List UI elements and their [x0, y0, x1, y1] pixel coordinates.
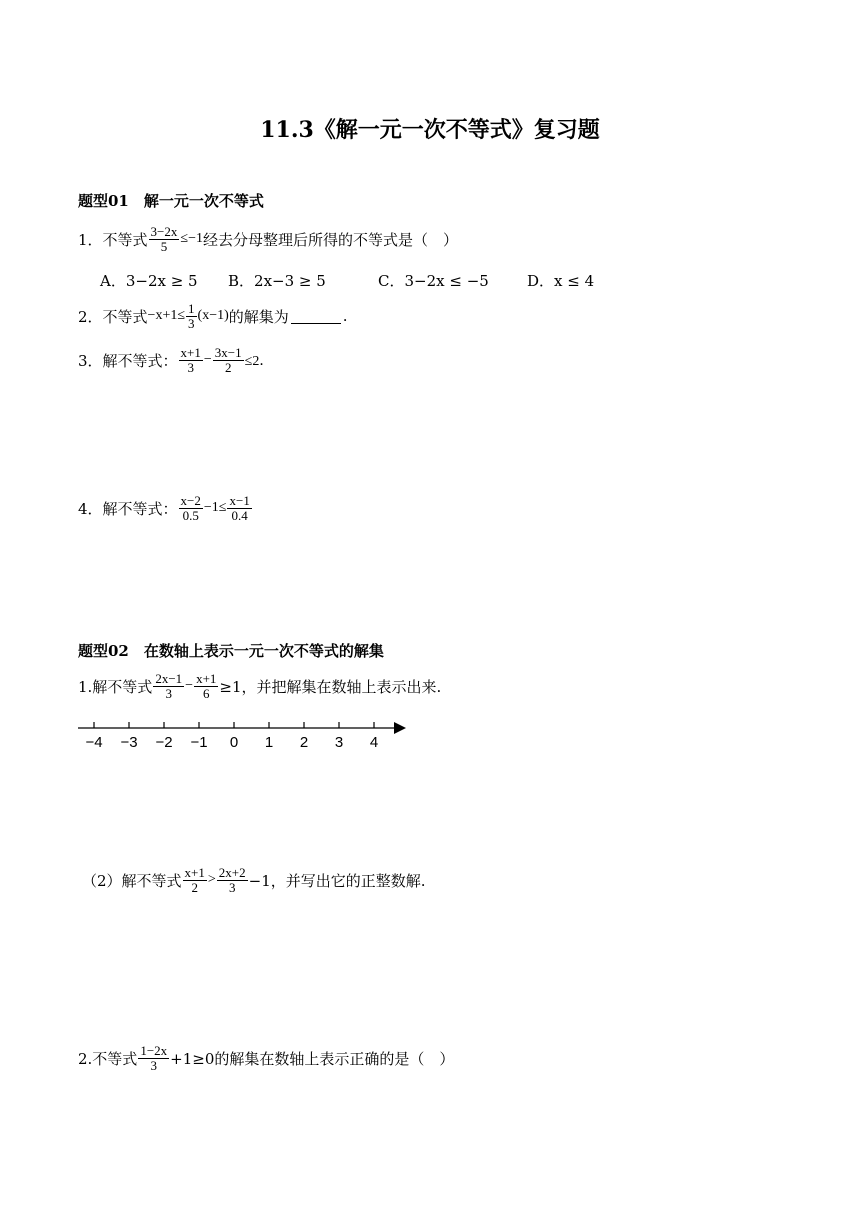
- s2q1-tail: ≥1，并把解集在数轴上表示出来.: [219, 677, 442, 696]
- q2-left: −x+1≤: [147, 308, 186, 324]
- section-heading-2: 题型02 在数轴上表示一元一次不等式的解集: [78, 642, 384, 660]
- q4-f1-denominator: 0.5: [182, 507, 199, 523]
- number-line-tick-label: −3: [120, 734, 138, 751]
- q1-suffix: 经去分母整理后所得的不等式是（ ）: [202, 230, 458, 249]
- s2q12-fraction-2: [217, 866, 248, 894]
- s2q12-tail: −1，并写出它的正整数解.: [248, 871, 426, 890]
- s2q2-tail: +1≥0的解集在数轴上表示正确的是（ ）: [170, 1049, 455, 1068]
- s2q2-numerator: 1−2x: [140, 1043, 168, 1058]
- number-line-arrow-icon: [394, 722, 406, 734]
- s2q1-fraction-1: [153, 672, 184, 700]
- q3-fraction-2: [213, 346, 244, 374]
- q3-tail: ≤2．: [244, 354, 274, 370]
- s2q1-operator: −: [185, 678, 194, 694]
- s2q2-prefix: 2.不等式: [78, 1049, 138, 1068]
- s2q12-operator: >: [207, 872, 216, 888]
- q3-fraction-1: [179, 346, 203, 374]
- q4-middle: −1≤: [203, 500, 227, 516]
- number-line: [76, 716, 412, 756]
- section2-question-2: [78, 1044, 454, 1072]
- q4-fraction-1: [179, 494, 203, 522]
- q1-denominator: 5: [160, 238, 168, 254]
- q3-f1-denominator: 3: [187, 359, 194, 375]
- question-3: [78, 346, 273, 374]
- s2q1-f2-denominator: 6: [202, 685, 210, 701]
- number-line-tick-label: 4: [369, 734, 379, 751]
- page-title: 11.3《解一元一次不等式》复习题: [260, 117, 600, 143]
- number-line-tick-label: −1: [190, 734, 208, 751]
- number-line-tick-label: 2: [299, 734, 309, 751]
- s2q1-f1-denominator: 3: [165, 685, 172, 701]
- question-1: [78, 225, 458, 253]
- s2q1-prefix: 1.解不等式: [78, 677, 153, 696]
- q2-fraction: [186, 302, 197, 330]
- s2q1-f1-numerator: 2x−1: [155, 671, 183, 686]
- s2q12-f2-numerator: 2x+2: [218, 865, 246, 880]
- section2-question-1: [78, 672, 441, 700]
- q2-suffix: 的解集为: [228, 307, 289, 326]
- q2-numerator: 1: [188, 301, 195, 316]
- q4-f1-numerator: x−2: [180, 493, 201, 508]
- q2-prefix: 2．不等式: [78, 307, 148, 326]
- s2q2-denominator: 3: [150, 1057, 157, 1073]
- s2q12-prefix: （2）解不等式: [82, 871, 182, 890]
- q4-f2-denominator: 0.4: [231, 507, 248, 523]
- s2q12-f1-numerator: x+1: [184, 865, 205, 880]
- q3-operator: −: [203, 352, 212, 368]
- q1-relation: ≤−1: [180, 231, 203, 247]
- section2-question-1-part-2: [82, 866, 426, 894]
- q2-right: (x−1): [197, 308, 229, 324]
- number-line-tick-label: −2: [155, 734, 173, 751]
- q3-f1-numerator: x+1: [180, 345, 201, 360]
- q4-prefix: 4．解不等式：: [78, 499, 178, 518]
- q3-f2-denominator: 2: [224, 359, 232, 375]
- q1-option-a: A．3−2x ≥ 5: [100, 272, 198, 290]
- answer-blank[interactable]: [291, 309, 341, 324]
- section-heading-1: 题型01 解一元一次不等式: [78, 192, 264, 210]
- q1-option-c: C．3−2x ≤ −5: [378, 272, 489, 290]
- q3-prefix: 3．解不等式：: [78, 351, 178, 370]
- q1-option-d: D．x ≤ 4: [527, 272, 595, 290]
- question-4: [78, 494, 253, 522]
- question-2: [78, 302, 348, 330]
- q4-fraction-2: [227, 494, 251, 522]
- q3-f2-numerator: 3x−1: [214, 345, 242, 360]
- s2q12-f2-denominator: 3: [228, 879, 236, 895]
- q2-end: .: [342, 307, 348, 326]
- q4-f2-numerator: x−1: [229, 493, 250, 508]
- q1-option-b: B．2x−3 ≥ 5: [228, 272, 326, 290]
- q1-prefix: 1．不等式: [78, 230, 148, 249]
- number-line-tick-label: 3: [334, 734, 344, 751]
- number-line-tick-label: −4: [85, 734, 103, 751]
- s2q12-fraction-1: [183, 866, 207, 894]
- s2q1-f2-numerator: x+1: [196, 671, 217, 686]
- q2-denominator: 3: [188, 315, 195, 331]
- q1-numerator: 3−2x: [150, 224, 178, 239]
- s2q2-fraction: [138, 1044, 169, 1072]
- number-line-tick-label: 1: [264, 734, 274, 751]
- s2q1-fraction-2: [194, 672, 218, 700]
- q1-fraction: [149, 225, 180, 253]
- number-line-tick-label: 0: [229, 734, 239, 751]
- s2q12-f1-denominator: 2: [191, 879, 198, 895]
